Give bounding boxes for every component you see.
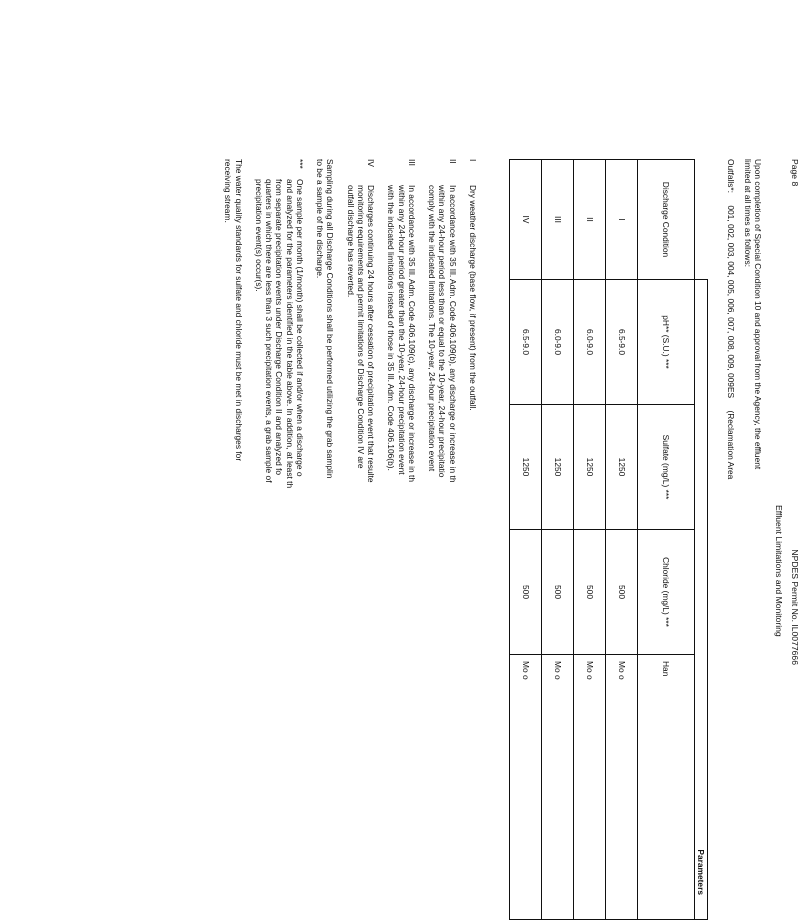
note-line: outfall discharge has reverted.	[345, 185, 356, 298]
cell-ph: 6.5-9.0	[510, 280, 542, 405]
sampling-line-1: Sampling during all Discharge Conditions shall be performed utilizing the grab samplin	[325, 159, 336, 479]
cell-condition: IV	[510, 160, 542, 280]
permit-number: NPDES Permit No. IL0077666	[790, 549, 800, 665]
intro-paragraph	[743, 159, 764, 679]
cell-next: Mo o	[574, 655, 606, 920]
cell-sulfate: 1250	[606, 405, 638, 530]
footnote-line: precipitation event(s) occur(s).	[254, 179, 264, 292]
footnote-mark: ***	[295, 159, 305, 169]
closing-line-1: The water quality standards for sulfate and chloride must be met in discharges for	[233, 159, 244, 462]
footnote-line: and analyzed for the parameters identified in the table above. In addition, at least th	[284, 179, 295, 489]
cell-condition: I	[606, 160, 638, 280]
page-number: Page 8	[790, 159, 800, 187]
note-line: within any 24-hour period greater than the 10-year, 24-hour precipitation event	[396, 185, 407, 475]
table-row	[510, 160, 542, 920]
cell-condition: III	[542, 160, 574, 280]
note-line: comply with the indicated limitations. The 10-year, 24-hour precipitation event	[427, 185, 438, 472]
footnote-line: quarters in which there are less than 3 such precipitation events, a grab sample of	[264, 179, 275, 483]
cell-next: Mo o	[606, 655, 638, 920]
cell-chloride: 500	[542, 530, 574, 655]
outfalls-area: (Reclamation Area	[726, 410, 736, 480]
notes-section	[213, 159, 478, 779]
rotated-document-page	[100, 155, 800, 896]
cell-ph: 6.0-9.0	[574, 280, 606, 405]
cell-chloride: 500	[510, 530, 542, 655]
note-line: with the indicated limitations instead of those in 35 Ill. Adm. Code 406.106(b).	[386, 185, 397, 471]
footnote-line: One sample per month (1/month) shall be collected if and/or when a discharge o	[295, 179, 305, 477]
parameters-heading: Parameters	[695, 280, 708, 920]
note-condition-iv	[346, 159, 377, 779]
note-line: within any 24-hour period less than or equal to the 10-year, 24-hour precipitatio	[437, 185, 448, 478]
table-row	[542, 160, 574, 920]
table-row	[606, 160, 638, 920]
footnote-triple-asterisk	[254, 159, 305, 779]
note-numeral: I	[468, 159, 478, 162]
table-row	[574, 160, 606, 920]
cell-chloride: 500	[606, 530, 638, 655]
note-condition-i	[468, 159, 478, 779]
cell-ph: 6.5-9.0	[606, 280, 638, 405]
footnote-line: from separate precipitation events under Discharge Condition II and analyzed fo	[274, 179, 285, 476]
sampling-paragraph	[315, 159, 336, 779]
note-line: Dry weather discharge (base flow, if present) from the outfall.	[468, 185, 478, 411]
note-line: Discharges continuing 24 hours after cessation of precipitation event that resulte	[366, 185, 377, 483]
note-line: In accordance with 35 Ill. Adm. Code 406.109(c), any discharge or increase in th	[407, 185, 417, 483]
outfalls-line	[726, 159, 736, 479]
note-line: In accordance with 35 Ill. Adm. Code 406.109(b), any discharge or increase in th	[447, 185, 458, 483]
note-line: monitoring requirements and permit limitations of Discharge Condition IV are	[356, 185, 366, 469]
sampling-line-2: to be a sample of the discharge.	[315, 159, 326, 279]
note-condition-iii	[386, 159, 417, 779]
col-header-ph: pH** (S.U.) ***	[638, 280, 695, 405]
section-subtitle: Effluent Limitations and Monitoring	[774, 505, 784, 637]
note-condition-ii	[427, 159, 458, 779]
intro-line-2: limited at all times as follows:	[742, 159, 753, 267]
outfalls-label: Outfalls*:	[726, 159, 736, 193]
effluent-limits-table	[509, 159, 708, 920]
note-numeral: III	[407, 159, 417, 166]
intro-line-1: Upon completion of Special Condition 10 and approval from the Agency, the effluent	[753, 159, 763, 470]
col-header-sulfate: Sulfate (mg/L) ***	[638, 405, 695, 530]
cell-next: Mo o	[542, 655, 574, 920]
col-header-condition: Discharge Condition	[638, 160, 695, 280]
cell-sulfate: 1250	[542, 405, 574, 530]
closing-line-2: receiving stream.	[223, 159, 234, 223]
closing-paragraph	[223, 159, 244, 779]
cell-sulfate: 1250	[574, 405, 606, 530]
cell-sulfate: 1250	[510, 405, 542, 530]
col-header-chloride: Chloride (mg/L) ***	[638, 530, 695, 655]
cell-ph: 6.0-9.0	[542, 280, 574, 405]
cell-chloride: 500	[574, 530, 606, 655]
col-header-next: Han	[638, 655, 695, 920]
cell-next: Mo o	[510, 655, 542, 920]
note-numeral: II	[447, 159, 458, 164]
outfalls-list: 001, 002, 003, 004, 005, 006, 007, 008, 009, 009ES	[726, 205, 736, 399]
note-numeral: IV	[366, 159, 377, 167]
cell-condition: II	[574, 160, 606, 280]
